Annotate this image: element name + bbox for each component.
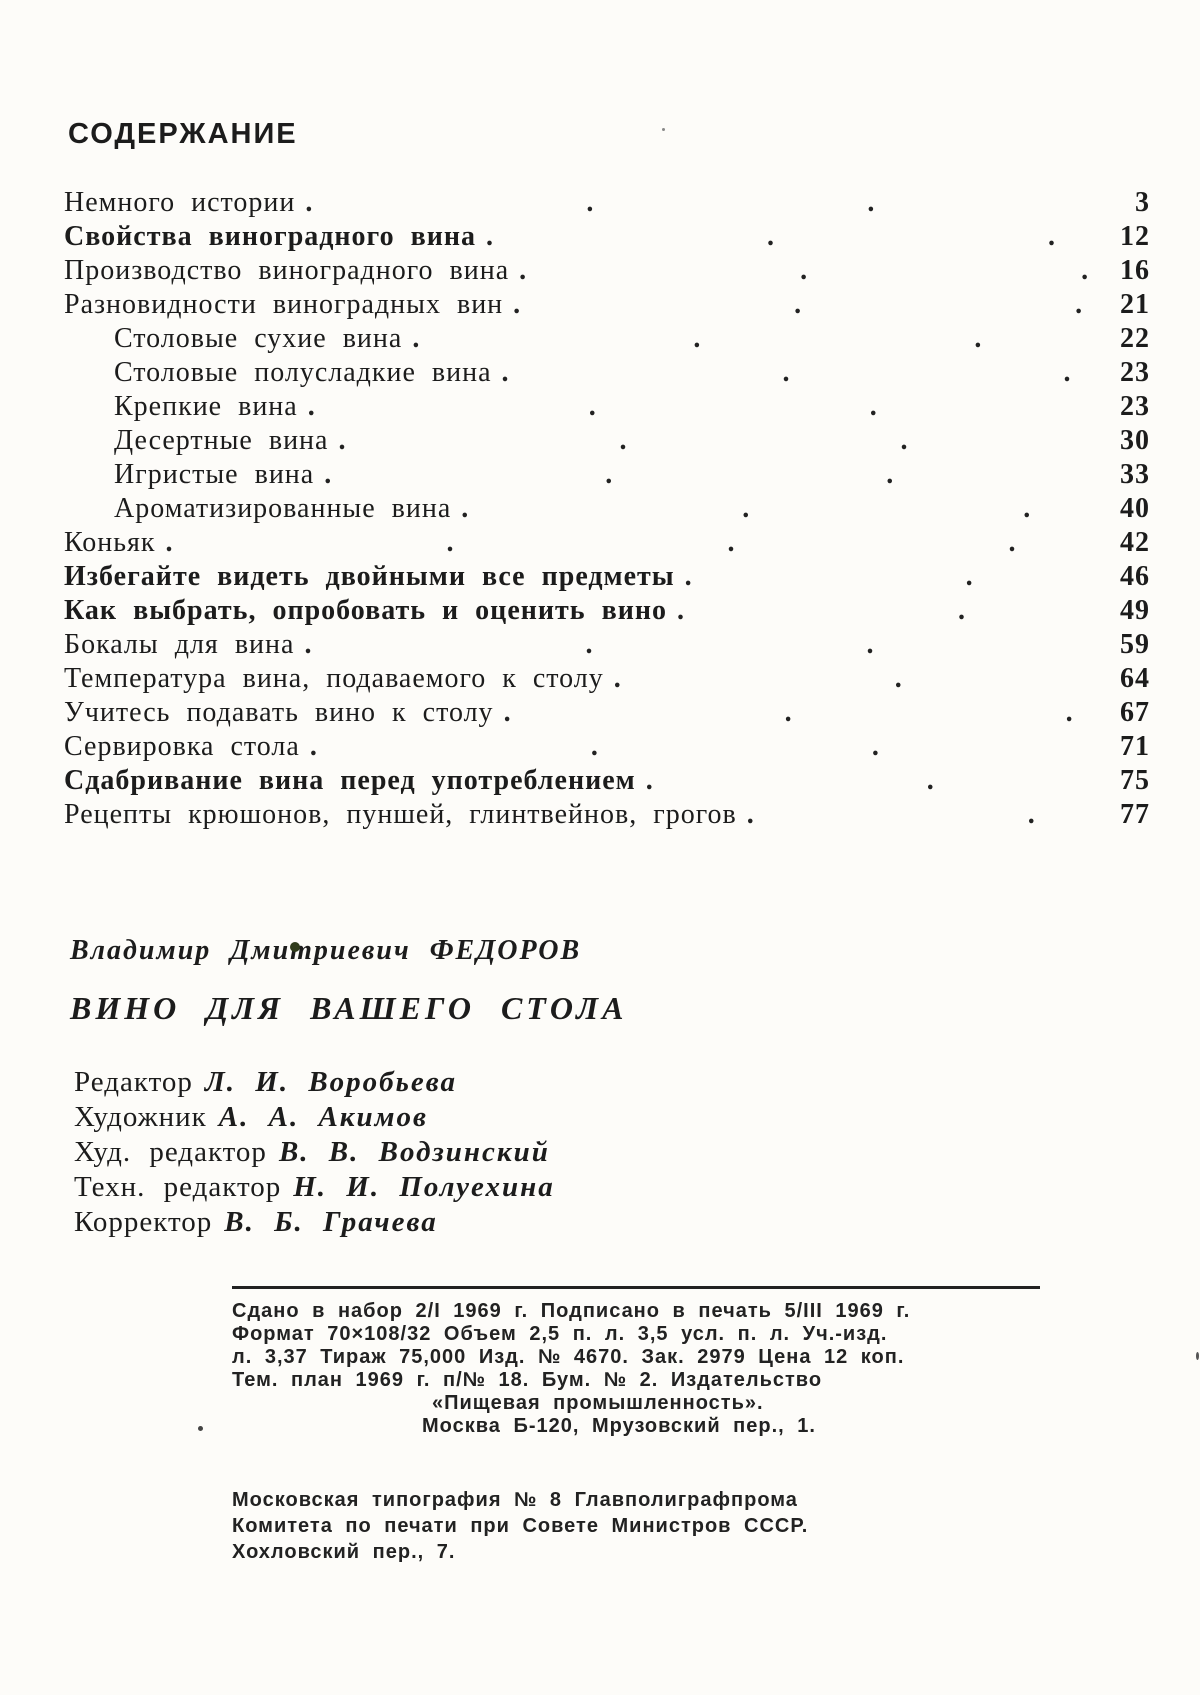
toc-entry <box>64 254 1150 288</box>
toc-entry-title: Температура вина, подаваемого к столу <box>64 662 604 696</box>
toc-entry-title: Избегайте видеть двойными все предметы <box>64 560 675 594</box>
toc-leader-dots <box>502 356 1106 390</box>
printer-line: Московская типография № 8 Главполиграфпрома <box>232 1487 808 1513</box>
credit-role: Редактор <box>74 1066 193 1098</box>
toc-entry-title: Бокалы для вина <box>64 628 294 662</box>
credit-role: Художник <box>74 1101 207 1133</box>
toc-entry-page: 16 <box>1116 254 1150 288</box>
toc-entry-title: Сервировка стола <box>64 730 300 764</box>
book-page <box>0 0 1200 1695</box>
toc-entry <box>64 288 1150 322</box>
imprint-publisher: «Пищевая промышленность». <box>232 1392 1044 1415</box>
toc-leader-dots <box>614 662 1106 696</box>
credit-person: Н. И. Полуехина <box>293 1171 555 1203</box>
toc-entry <box>64 594 1150 628</box>
toc-subentry <box>64 492 1150 526</box>
credit-role: Худ. редактор <box>74 1136 267 1168</box>
credit-person: Л. И. Воробьева <box>205 1066 457 1098</box>
toc-entry <box>64 628 1150 662</box>
divider-rule <box>232 1286 1040 1289</box>
credit-row <box>74 1100 555 1135</box>
toc-entry-page: 42 <box>1116 526 1150 560</box>
toc-entry-title: Производство виноградного вина <box>64 254 509 288</box>
toc-subentry <box>64 458 1150 492</box>
toc-leader-dots <box>504 696 1106 730</box>
toc-entry-page: 59 <box>1116 628 1150 662</box>
toc-entry <box>64 730 1150 764</box>
toc-entry-title: Сдабривание вина перед употреблением <box>64 764 636 798</box>
imprint-address: Москва Б-120, Мрузовский пер., 1. <box>232 1415 1044 1438</box>
toc-leader-dots <box>513 288 1106 322</box>
toc-entry-title: Разновидности виноградных вин <box>64 288 503 322</box>
toc-leader-dots <box>308 390 1106 424</box>
toc-subentry <box>64 356 1150 390</box>
imprint-line: л. 3,37 Тираж 75,000 Изд. № 4670. Зак. 2979 Цена 12 коп. <box>232 1346 1044 1369</box>
toc-entry-page: 3 <box>1116 186 1150 220</box>
toc-leader-dots <box>304 628 1106 662</box>
ink-speck <box>290 942 300 952</box>
toc-entry-page: 23 <box>1116 356 1150 390</box>
toc-entry-page: 21 <box>1116 288 1150 322</box>
toc-entry <box>64 662 1150 696</box>
toc-leader-dots <box>324 458 1106 492</box>
ink-speck <box>1196 1352 1199 1360</box>
toc-leader-dots <box>412 322 1106 356</box>
toc-entry-page: 46 <box>1116 560 1150 594</box>
imprint-block <box>232 1300 1044 1438</box>
toc-entry-page: 64 <box>1116 662 1150 696</box>
printer-block <box>232 1487 808 1565</box>
toc-entry <box>64 560 1150 594</box>
toc-entry-page: 75 <box>1116 764 1150 798</box>
credit-row <box>74 1065 555 1100</box>
toc-entry <box>64 220 1150 254</box>
toc-entry-title: Десертные вина <box>64 424 328 458</box>
toc-subentry <box>64 424 1150 458</box>
imprint-line: Сдано в набор 2/I 1969 г. Подписано в печать 5/III 1969 г. <box>232 1300 1044 1323</box>
toc-entry-title: Учитесь подавать вино к столу <box>64 696 494 730</box>
credit-row <box>74 1170 555 1205</box>
toc-subentry <box>64 322 1150 356</box>
toc-entry-page: 23 <box>1116 390 1150 424</box>
toc-entry-title: Крепкие вина <box>64 390 298 424</box>
imprint-line: Формат 70×108/32 Объем 2,5 п. л. 3,5 усл. п. л. Уч.-изд. <box>232 1323 1044 1346</box>
book-title: ВИНО ДЛЯ ВАШЕГО СТОЛА <box>70 990 627 1027</box>
credit-role: Техн. редактор <box>74 1171 281 1203</box>
toc-heading: СОДЕРЖАНИЕ <box>68 118 298 151</box>
credit-row <box>74 1135 555 1170</box>
toc-leader-dots <box>677 594 1106 628</box>
ink-speck <box>662 128 665 131</box>
toc-entry-page: 49 <box>1116 594 1150 628</box>
credit-person: В. В. Водзинский <box>279 1136 550 1168</box>
toc-entry-title: Как выбрать, опробовать и оценить вино <box>64 594 667 628</box>
toc-entry-page: 33 <box>1116 458 1150 492</box>
credit-person: В. Б. Грачева <box>224 1206 437 1238</box>
toc-entry <box>64 798 1150 832</box>
toc-leader-dots <box>166 526 1106 560</box>
toc-entry-title: Немного истории <box>64 186 295 220</box>
toc-entry-page: 22 <box>1116 322 1150 356</box>
toc-entry-page: 67 <box>1116 696 1150 730</box>
toc-entry-page: 71 <box>1116 730 1150 764</box>
printer-line: Комитета по печати при Совете Министров СССР. <box>232 1513 808 1539</box>
toc-entry <box>64 764 1150 798</box>
toc-entry-title: Коньяк <box>64 526 156 560</box>
ink-speck <box>198 1426 203 1431</box>
table-of-contents <box>64 186 1150 832</box>
toc-entry <box>64 186 1150 220</box>
toc-leader-dots <box>685 560 1106 594</box>
toc-entry-page: 40 <box>1116 492 1150 526</box>
toc-entry-page: 77 <box>1116 798 1150 832</box>
toc-subentry <box>64 390 1150 424</box>
toc-entry-title: Столовые сухие вина <box>64 322 402 356</box>
toc-leader-dots <box>305 186 1106 220</box>
toc-entry-title: Ароматизированные вина <box>64 492 451 526</box>
credit-row <box>74 1205 555 1240</box>
toc-entry-page: 30 <box>1116 424 1150 458</box>
toc-entry <box>64 526 1150 560</box>
toc-entry-title: Свойства виноградного вина <box>64 220 476 254</box>
toc-leader-dots <box>461 492 1106 526</box>
printer-line: Хохловский пер., 7. <box>232 1539 808 1565</box>
toc-leader-dots <box>338 424 1106 458</box>
author-name: Владимир Дмитриевич ФЕДОРОВ <box>70 935 581 967</box>
toc-leader-dots <box>646 764 1106 798</box>
toc-leader-dots <box>486 220 1106 254</box>
toc-entry-page: 12 <box>1116 220 1150 254</box>
credit-role: Корректор <box>74 1206 212 1238</box>
toc-entry-title: Рецепты крюшонов, пуншей, глинтвейнов, грогов <box>64 798 737 832</box>
toc-entry-title: Игристые вина <box>64 458 314 492</box>
credit-person: А. А. Акимов <box>219 1101 428 1133</box>
toc-entry-title: Столовые полусладкие вина <box>64 356 492 390</box>
toc-leader-dots <box>519 254 1106 288</box>
toc-entry <box>64 696 1150 730</box>
toc-leader-dots <box>310 730 1106 764</box>
toc-leader-dots <box>747 798 1106 832</box>
credits-block <box>74 1065 555 1240</box>
imprint-line: Тем. план 1969 г. п/№ 18. Бум. № 2. Издательство <box>232 1369 1044 1392</box>
